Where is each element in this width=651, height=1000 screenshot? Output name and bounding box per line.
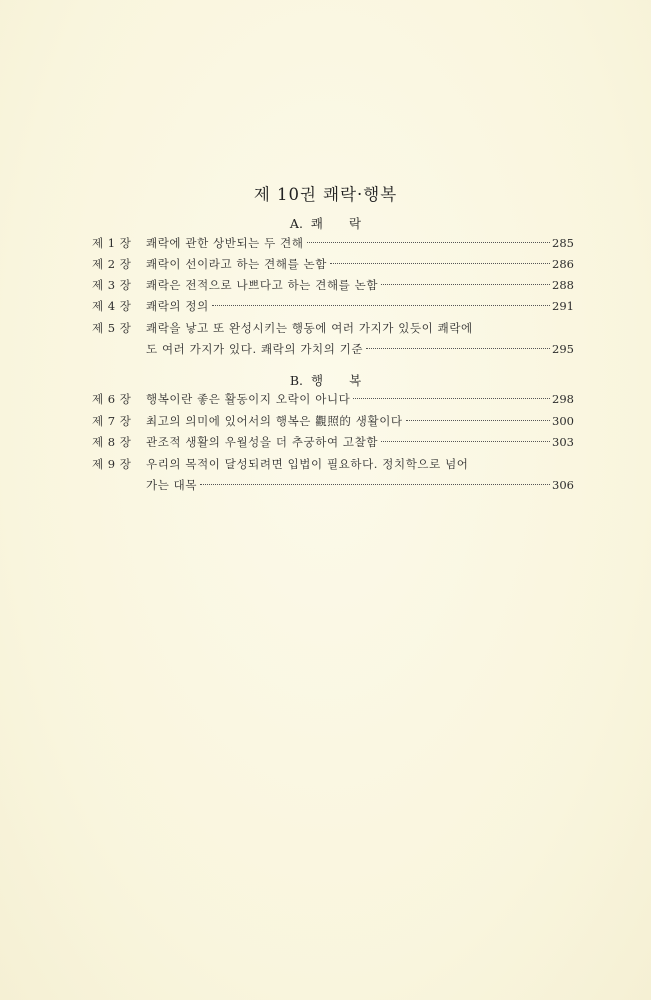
dot-leader [330,263,550,264]
dot-leader [307,242,551,243]
section-letter: A. [289,216,303,231]
chapter-title: 최고의 의미에 있어서의 행복은 觀照的 생활이다 [146,414,403,428]
toc-entry [92,319,574,337]
chapter-title: 쾌락은 전적으로 나쁘다고 하는 견해를 논함 [146,278,379,292]
section-heading-a [0,214,651,232]
toc-entry-continuation [92,476,574,494]
chapter-title: 행복이란 좋은 활동이지 오락이 아니다 [146,392,351,406]
chapter-title: 도 여러 가지가 있다. 쾌락의 가치의 기준 [146,342,364,356]
dot-leader [406,420,550,421]
toc-entry [92,234,574,252]
chapter-title: 쾌락의 정의 [146,299,209,313]
page-number: 285 [552,236,574,250]
toc-entry [92,412,574,430]
chapter-number: 제 4 장 [92,299,132,313]
page-number: 303 [552,435,574,449]
chapter-number: 제 1 장 [92,236,132,250]
dot-leader [212,305,550,306]
book-title: 제 10권 쾌락·행복 [253,185,398,204]
section-heading-b [0,371,651,389]
toc-entry [92,276,574,294]
chapter-number: 제 9 장 [92,457,132,471]
toc-entry [92,255,574,273]
dot-leader [366,348,550,349]
chapter-title: 쾌락에 관한 상반되는 두 견해 [146,236,304,250]
dot-leader [381,284,550,285]
dot-leader [381,441,550,442]
section-heading-char: 쾌 [310,216,323,231]
chapter-number: 제 2 장 [92,257,132,271]
page-number: 295 [552,342,574,356]
section-heading-char: 락 [349,216,362,231]
chapter-title: 쾌락을 낳고 또 완성시키는 행동에 여러 가지가 있듯이 쾌락에 [146,321,473,335]
toc-entry [92,297,574,315]
chapter-number: 제 3 장 [92,278,132,292]
page-number: 288 [552,278,574,292]
chapter-number: 제 5 장 [92,321,132,335]
chapter-title: 우리의 목적이 달성되려면 입법이 필요하다. 정치학으로 넘어 [146,457,469,471]
chapter-number: 제 7 장 [92,414,132,428]
dot-leader [353,398,550,399]
chapter-title: 쾌락이 선이라고 하는 견해를 논함 [146,257,327,271]
page-number: 300 [552,414,574,428]
toc-entry [92,433,574,451]
chapter-number: 제 6 장 [92,392,132,406]
section-heading-char: 복 [349,373,362,388]
section-letter: B. [289,373,304,388]
chapter-title: 가는 대목 [146,478,198,492]
page-number: 291 [552,299,574,313]
page-number: 286 [552,257,574,271]
page-number: 306 [552,478,574,492]
toc-entry [92,455,574,473]
section-heading-char: 행 [311,373,324,388]
toc-entry [92,390,574,408]
page-number: 298 [552,392,574,406]
toc-entry-continuation [92,340,574,358]
dot-leader [200,484,550,485]
chapter-title: 관조적 생활의 우월성을 더 추궁하여 고찰함 [146,435,379,449]
chapter-number: 제 8 장 [92,435,132,449]
